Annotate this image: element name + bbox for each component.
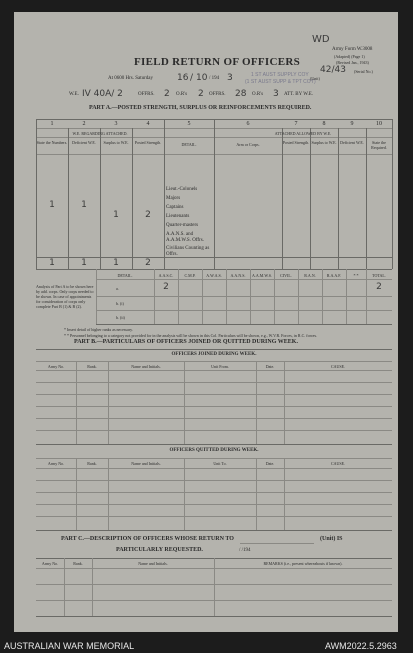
offrs2-label: OFFRS. bbox=[209, 92, 226, 97]
ors-label: O.R's bbox=[176, 92, 188, 97]
analysis-header-other: * * bbox=[353, 273, 359, 278]
col-line-7 bbox=[310, 128, 311, 269]
col3-value: 1 bbox=[113, 210, 119, 220]
att-label: ATT. BY W.E. bbox=[284, 92, 314, 97]
joined-bottom-rule bbox=[36, 444, 392, 445]
part-c-heading: PART C.—DESCRIPTION OF OFFICERS WHOSE RETURN TO bbox=[61, 536, 234, 542]
analysis-row-b-i: b. (i) bbox=[116, 301, 124, 306]
header-left-4: Posted Strength. bbox=[134, 140, 162, 145]
joined-col-4 bbox=[256, 361, 257, 444]
quitted-row-rule-1 bbox=[36, 480, 392, 481]
quitted-header-name: Name and Initials. bbox=[131, 461, 161, 466]
serial-label: (Serial No.) bbox=[354, 69, 373, 74]
col-number-9: 9 bbox=[350, 121, 354, 127]
part-c-bottom-rule bbox=[36, 616, 392, 617]
analysis-header-aasc: A.A.S.C. bbox=[158, 273, 174, 278]
analysis-header-aans: A.A.N.S. bbox=[230, 273, 246, 278]
attached-group-header: ATTACHED ALLOWED BY W.E. bbox=[274, 131, 332, 136]
quitted-row-rule-2 bbox=[36, 492, 392, 493]
offrs-label: OFFRS. bbox=[138, 92, 155, 97]
army-form-line1: Army Form W.3008 bbox=[332, 47, 373, 52]
header-right-5: State the Required. bbox=[371, 140, 387, 150]
part-c-unit-is: (Unit) IS bbox=[320, 536, 343, 542]
joined-header-cause: CAUSE. bbox=[330, 364, 346, 369]
col-number-3: 3 bbox=[114, 121, 118, 127]
quitted-title: OFFICERS QUITTED DURING WEEK. bbox=[169, 448, 259, 453]
quitted-header-rule bbox=[36, 468, 392, 469]
offrs2-value: 28 bbox=[235, 89, 247, 99]
total-col4: 2 bbox=[145, 258, 151, 268]
form-title: FIELD RETURN OF OFFICERS bbox=[134, 56, 301, 68]
part-b-heading: PART B.—PARTICULARS OF OFFICERS JOINED OR QUITTED DURING WEEK. bbox=[74, 339, 298, 345]
part-c-header-remarks: REMARKS (i.e., present whereabouts if known). bbox=[263, 561, 343, 566]
corner-initials: WD bbox=[312, 34, 330, 45]
unit-stamp-line1: 1 ST AUST SUPPLY COY bbox=[251, 72, 309, 78]
quitted-col-3 bbox=[184, 458, 185, 530]
part-c-header-army-no: Army No. bbox=[41, 561, 59, 566]
analysis-header-awas: A.W.A.S. bbox=[206, 273, 222, 278]
col4-value: 2 bbox=[145, 210, 151, 220]
part-c-header-rank: Rank. bbox=[73, 561, 83, 566]
quitted-col-2 bbox=[108, 458, 109, 530]
joined-row-rule-5 bbox=[36, 430, 392, 431]
analysis-row-b-ii: b. (ii) bbox=[116, 315, 125, 320]
analysis-header-raaf: R.A.A.F. bbox=[326, 273, 342, 278]
joined-row-rule-4 bbox=[36, 418, 392, 419]
at-label: At 0600 Hrs. Saturday bbox=[108, 76, 153, 81]
quitted-title-rule bbox=[36, 458, 392, 459]
analysis-header-detail: DETAIL. bbox=[117, 273, 133, 278]
part-c-col-1 bbox=[64, 558, 65, 616]
col-line-10 bbox=[392, 119, 393, 269]
part-c-header-name: Name and Initials. bbox=[138, 561, 168, 566]
header-right-4: Deficient W.E. bbox=[340, 140, 364, 145]
col-number-7: 7 bbox=[294, 121, 298, 127]
analysis-aasc-value: 2 bbox=[163, 282, 169, 292]
analysis-total-value: 2 bbox=[376, 282, 382, 292]
part-b-top-rule bbox=[36, 349, 392, 350]
analysis-row-rule-2 bbox=[96, 310, 392, 311]
col-number-10: 10 bbox=[376, 121, 382, 127]
we-label: W.E. bbox=[69, 92, 79, 97]
col1-value: 1 bbox=[49, 200, 55, 210]
header-left-2: Deficient W.E. bbox=[72, 140, 96, 145]
total-col1: 1 bbox=[49, 258, 55, 268]
quitted-header-cause: CAUSE. bbox=[330, 461, 346, 466]
part-c-line2: PARTICULARLY REQUESTED. bbox=[116, 547, 203, 553]
rank-aans-aamws: A.A.N.S. and A.A.M.W.S. Offrs. bbox=[166, 232, 204, 243]
army-form-line2: (Adapted) (Page 1) bbox=[334, 54, 365, 59]
quitted-header-rank: Rank. bbox=[87, 461, 97, 466]
date-month: 10 bbox=[196, 73, 208, 83]
rank-quarter-masters: Quarter-masters bbox=[166, 223, 199, 228]
header-right-3: Surplus to W.E. bbox=[311, 140, 337, 145]
unit-label: (Unit) bbox=[310, 76, 320, 81]
analysis-header-aamws: A.A.M.W.S. bbox=[252, 273, 272, 278]
col-line-1 bbox=[68, 128, 69, 269]
col-number-5: 5 bbox=[187, 121, 191, 127]
joined-header-name: Name and Initials. bbox=[131, 364, 161, 369]
joined-col-2 bbox=[108, 361, 109, 444]
we-value: IV 40A/ 2 bbox=[82, 89, 123, 99]
header-right-1: Arm or Corps. bbox=[236, 142, 260, 147]
rank-civilians: Civilians Counting as Offrs. bbox=[166, 246, 210, 257]
unit-stamp-line2: (1 ST AUST SUPP & TPT COY) bbox=[245, 79, 316, 85]
part-c-col-2 bbox=[92, 558, 93, 616]
serial-value: 42/43 bbox=[320, 65, 346, 75]
analysis-header-rule bbox=[96, 279, 392, 280]
analysis-footnote-2: * * Personnel belonging to a category not provided for in the analysis will be shown in this Col. Particulars will be shown, e.g., W.V.R. Forces, in R.C. forces. bbox=[64, 333, 318, 338]
quitted-header-army-no: Army No. bbox=[47, 461, 65, 466]
joined-row-rule-2 bbox=[36, 394, 392, 395]
joined-header-unit-from: Unit From. bbox=[211, 364, 229, 369]
quitted-header-unit-to: Unit To. bbox=[213, 461, 227, 466]
rank-captains: Captains bbox=[166, 205, 184, 210]
analysis-note: Analysis of Part A to be shown here by add. corps. Only corps needed to be shown. In case of appointments for consideration of corps only complete Part B (1) & B (2). bbox=[36, 284, 94, 309]
col2-value: 1 bbox=[81, 200, 87, 210]
form-sheet bbox=[14, 12, 398, 632]
quitted-col-5 bbox=[284, 458, 285, 530]
offrs-value: 2 bbox=[164, 89, 170, 99]
quitted-bottom-rule bbox=[36, 530, 392, 531]
analysis-header-civil: CIVIL. bbox=[280, 273, 292, 278]
header-right-2: Posted Strength. bbox=[282, 140, 310, 145]
joined-col-5 bbox=[284, 361, 285, 444]
rank-majors: Majors bbox=[166, 196, 181, 201]
col-number-8: 8 bbox=[322, 121, 326, 127]
analysis-row-rule-1 bbox=[96, 296, 392, 297]
col-line-8 bbox=[338, 128, 339, 269]
joined-title: OFFICERS JOINED DURING WEEK. bbox=[171, 352, 257, 357]
col-number-4: 4 bbox=[146, 121, 150, 127]
quitted-row-rule-3 bbox=[36, 504, 392, 505]
joined-title-rule bbox=[36, 361, 392, 362]
part-c-unit-blank bbox=[240, 543, 314, 544]
quitted-row-rule-4 bbox=[36, 516, 392, 517]
rank-lieutenants: Lieutenants bbox=[166, 214, 190, 219]
header-left-3: Surplus to W.E. bbox=[103, 140, 129, 145]
col-line-6 bbox=[282, 128, 283, 269]
date-year: 3 bbox=[227, 73, 233, 83]
part-c-col-3 bbox=[214, 558, 215, 616]
ors-value: 2 bbox=[198, 89, 204, 99]
date-day: 16 bbox=[177, 73, 189, 83]
total-col3: 1 bbox=[113, 258, 119, 268]
joined-header-date: Date. bbox=[265, 364, 275, 369]
analysis-row-a: a. bbox=[116, 286, 119, 291]
analysis-header-total: TOTAL. bbox=[372, 273, 386, 278]
detail-header: DETAIL. bbox=[181, 142, 197, 147]
joined-row-rule-3 bbox=[36, 406, 392, 407]
joined-header-rule bbox=[36, 370, 392, 371]
header-left-1: State the Numbers. bbox=[36, 140, 68, 145]
part-a-bottom-rule bbox=[36, 269, 392, 270]
date-sep1: / bbox=[190, 73, 194, 83]
quitted-col-4 bbox=[256, 458, 257, 530]
joined-header-rank: Rank. bbox=[87, 364, 97, 369]
col-line-3 bbox=[132, 128, 133, 269]
col-number-1: 1 bbox=[50, 121, 54, 127]
part-a-heading: PART A.—POSTED STRENGTH, SURPLUS OR REINFORCEMENTS REQUIRED. bbox=[89, 105, 312, 111]
footer-right: AWM2022.5.2963 bbox=[325, 641, 397, 651]
ors2-label: O.R's bbox=[252, 92, 264, 97]
analysis-footnote-1: * Insert detail of higher ranks as necessary. bbox=[64, 327, 133, 332]
joined-row-rule-1 bbox=[36, 382, 392, 383]
footer-left: AUSTRALIAN WAR MEMORIAL bbox=[4, 641, 135, 651]
quitted-header-date: Date. bbox=[265, 461, 275, 466]
analysis-bottom-rule bbox=[96, 324, 392, 325]
analysis-header-ran: R.A.N. bbox=[304, 273, 316, 278]
col-line-2 bbox=[100, 128, 101, 269]
joined-header-army-no: Army No. bbox=[47, 364, 65, 369]
date-sep2: / 194 bbox=[209, 76, 220, 81]
joined-col-1 bbox=[76, 361, 77, 444]
total-col2: 1 bbox=[81, 258, 87, 268]
joined-col-3 bbox=[184, 361, 185, 444]
col-number-2: 2 bbox=[82, 121, 86, 127]
we-group-header: W.E. REGARDING ATTACHED. bbox=[72, 131, 128, 136]
analysis-header-cmp: C.M.P. bbox=[184, 273, 196, 278]
quitted-col-1 bbox=[76, 458, 77, 530]
part-c-date-line: / /194 bbox=[239, 548, 251, 553]
army-form-line3: (Revised Jan., 1943) bbox=[336, 60, 369, 65]
rank-lieut-colonels: Lieut.-Colonels bbox=[166, 187, 198, 192]
ors2-value: 3 bbox=[273, 89, 279, 99]
col-number-6: 6 bbox=[246, 121, 250, 127]
